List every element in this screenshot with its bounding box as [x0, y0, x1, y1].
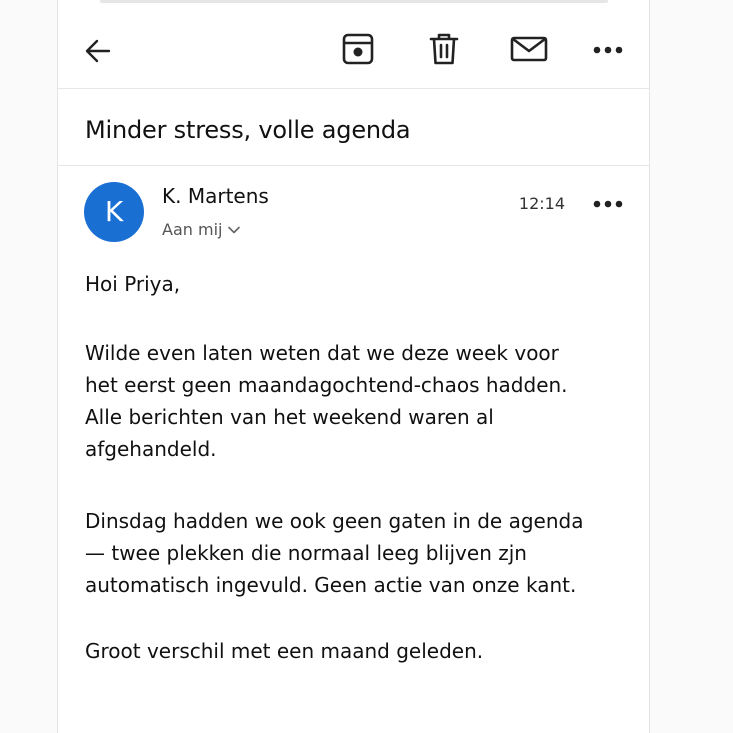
recipient-toggle[interactable]	[162, 220, 240, 240]
message-toolbar	[58, 0, 649, 89]
subject-bar	[58, 89, 649, 166]
mark-unread-button[interactable]	[509, 29, 549, 69]
archive-icon	[341, 32, 375, 66]
background-right	[650, 0, 733, 733]
sender-name[interactable]: K. Martens	[162, 184, 269, 208]
recipient-label: Aan mij	[162, 220, 223, 239]
message-more-button[interactable]	[588, 184, 628, 224]
message-time: 12:14	[518, 194, 565, 213]
more-horizontal-icon	[593, 199, 623, 209]
chevron-down-icon	[228, 226, 240, 234]
message-subject: Minder stress, volle agenda	[85, 116, 411, 144]
body-greeting: Hoi Priya,	[85, 272, 181, 296]
envelope-icon	[510, 34, 548, 64]
body-paragraph-2: Dinsdag hadden we ook geen gaten in de agenda — twee plekken die normaal leeg blijven zjn automatisch ingevuld. Geen actie van onze kant.	[85, 509, 584, 597]
delete-button[interactable]	[424, 29, 464, 69]
body-paragraph-3: Groot verschil met een maand geleden.	[85, 639, 484, 663]
arrow-left-icon	[83, 36, 113, 66]
more-options-button[interactable]	[588, 30, 628, 70]
archive-button[interactable]	[338, 29, 378, 69]
more-horizontal-icon	[593, 45, 623, 55]
trash-icon	[428, 32, 460, 66]
avatar-initial: K	[104, 195, 124, 228]
avatar[interactable]	[84, 182, 144, 242]
message-panel	[57, 0, 650, 733]
body-paragraph-1: Wilde even laten weten dat we deze week voor het eerst geen maandagochtend-chaos hadden. Alle berichten van het weekend waren al afgehandeld.	[85, 341, 568, 461]
background-left	[0, 0, 57, 733]
back-button[interactable]	[78, 31, 118, 71]
